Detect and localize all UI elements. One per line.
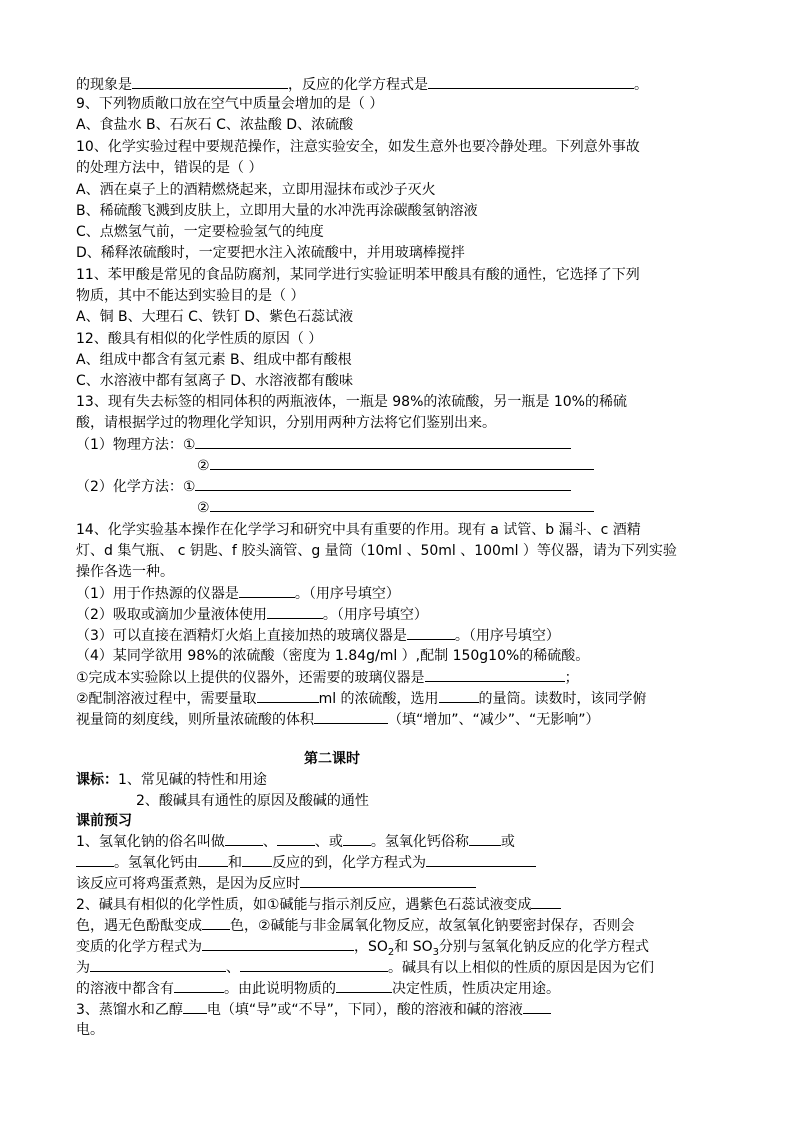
blank[interactable] xyxy=(439,688,479,703)
chemical-method-2: ② xyxy=(197,497,594,517)
blank[interactable] xyxy=(198,852,228,867)
physical-method-2: ② xyxy=(197,455,594,475)
preview-2-cont: 的溶液中都含有 。由此说明物质的 决定性质，性质决定用途。 xyxy=(76,978,560,998)
question-11: 11、苯甲酸是常见的食品防腐剂，某同学进行实验证明苯甲酸具有酸的通性，它选择了下列 xyxy=(76,267,640,283)
blank[interactable] xyxy=(202,936,354,951)
blank[interactable] xyxy=(240,957,388,972)
q14-part-4-i: ①完成本实验除以上提供的仪器外，还需要的玻璃仪器是 ； xyxy=(76,667,579,687)
blank[interactable] xyxy=(300,873,476,888)
preview-1-cont: 该反应可将鸡蛋煮熟，是因为反应时 xyxy=(76,873,476,893)
question-11-cont: 物质，其中不能达到实验目的是（ ） xyxy=(76,288,305,304)
blank[interactable] xyxy=(257,688,319,703)
question-14: 14、化学实验基本操作在化学学习和研究中具有重要的作用。现有 a 试管、b 漏斗、c 酒精 xyxy=(76,522,641,538)
preview-3: 3、蒸馏水和乙醇 电（填“导”或“不导”，下同），酸的溶液和碱的溶液 xyxy=(76,999,551,1019)
q14-part-4-iii: 视量筒的刻度线，则所量浓硫酸的体积 （填“增加”、“减少”、“无影响”） xyxy=(76,709,600,729)
question-14-cont: 操作各选一种。 xyxy=(76,564,174,580)
lesson-heading: 第二课时 xyxy=(304,751,360,767)
blank[interactable] xyxy=(90,957,226,972)
blank[interactable] xyxy=(523,999,551,1014)
curriculum-standard-1: 课标：1、常见碱的特性和用途 xyxy=(76,772,267,788)
answer-blank[interactable] xyxy=(210,497,594,512)
blank[interactable] xyxy=(277,831,315,846)
preview-2-cont: 变质的化学方程式为 ，$SO_2$和 $SO_3$分别与氢氧化钠反应的化学方程式 xyxy=(76,936,649,956)
question-11-options: A、铜 B、大理石 C、铁钉 D、紫色石蕊试液 xyxy=(76,309,354,325)
blank[interactable] xyxy=(425,667,565,682)
answer-blank[interactable] xyxy=(210,455,594,470)
preview-1: 1、氢氧化钠的俗名叫做 、 、或 。氢氧化钙俗称 或 xyxy=(76,831,515,851)
blank[interactable] xyxy=(242,852,272,867)
blank[interactable] xyxy=(407,625,455,640)
question-12-options-ab: A、组成中都含有氢元素 B、组成中都有酸根 xyxy=(76,352,352,368)
blank[interactable] xyxy=(183,999,207,1014)
question-13: 13、现有失去标签的相同体积的两瓶液体，一瓶是 98%的浓硫酸，另一瓶是 10%的稀硫 xyxy=(76,394,627,410)
preview-heading: 课前预习 xyxy=(76,813,132,829)
blank[interactable] xyxy=(225,831,263,846)
blank[interactable] xyxy=(531,894,561,909)
blank[interactable] xyxy=(314,709,388,724)
question-10: 10、化学实验过程中要规范操作，注意实验安全，如发生意外也要冷静处理。下列意外事故 xyxy=(76,139,640,155)
q14-part-2: （2）吸取或滴加少量液体使用 。（用序号填空） xyxy=(76,604,428,624)
blank[interactable] xyxy=(428,74,634,89)
blank[interactable] xyxy=(239,583,295,598)
blank[interactable] xyxy=(202,915,230,930)
blank[interactable] xyxy=(336,978,392,993)
question-9-options: A、食盐水 B、石灰石 C、浓盐酸 D、浓硫酸 xyxy=(76,117,354,133)
answer-blank[interactable] xyxy=(195,476,571,491)
question-13-cont: 酸，请根据学过的物理化学知识，分别用两种方法将它们鉴别出来。 xyxy=(76,415,496,431)
blank[interactable] xyxy=(132,74,288,89)
q14-part-4-ii: ②配制溶液过程中，需要量取 ml 的浓硫酸，选用 的量筒。读数时，该同学俯 xyxy=(76,688,647,708)
line-phenomenon: 的现象是 ，反应的化学方程式是 。 xyxy=(76,74,648,94)
question-14-cont: 灯、d 集气瓶、 c 钥匙、f 胶头滴管、g 量筒（10ml 、50ml 、100ml ）等仪器，请为下列实验 xyxy=(76,543,677,559)
blank[interactable] xyxy=(469,831,501,846)
option-c: C、点燃氢气前，一定要检验氢气的纯度 xyxy=(76,224,324,240)
q14-part-3: （3）可以直接在酒精灯火焰上直接加热的玻璃仪器是 。（用序号填空） xyxy=(76,625,560,645)
blank[interactable] xyxy=(174,978,224,993)
preview-1-cont: 。氢氧化钙由 和 反应的到，化学方程式为 xyxy=(76,852,536,872)
option-a: A、洒在桌子上的酒精燃烧起来，立即用湿抹布或沙子灭火 xyxy=(76,182,436,198)
blank[interactable] xyxy=(267,604,323,619)
blank[interactable] xyxy=(76,852,114,867)
preview-2: 2、碱具有相似的化学性质，如①碱能与指示剂反应，遇紫色石蕊试液变成 xyxy=(76,894,561,914)
option-b: B、稀硫酸飞溅到皮肤上，立即用大量的水冲洗再涂碳酸氢钠溶液 xyxy=(76,203,478,219)
physical-method-1: （1）物理方法：① xyxy=(76,434,571,454)
preview-3-cont: 电。 xyxy=(76,1022,104,1038)
option-d: D、稀释浓硫酸时，一定要把水注入浓硫酸中，并用玻璃棒搅拌 xyxy=(76,245,465,261)
blank[interactable] xyxy=(426,852,536,867)
q14-part-1: （1）用于作热源的仪器是 。（用序号填空） xyxy=(76,583,400,603)
answer-blank[interactable] xyxy=(195,434,571,449)
question-10-cont: 的处理方法中，错误的是（ ） xyxy=(76,160,263,176)
question-12-options-cd: C、水溶液中都有氢离子 D、水溶液都有酸味 xyxy=(76,373,354,389)
curriculum-standard-2: 2、酸碱具有通性的原因及酸碱的通性 xyxy=(136,793,369,809)
question-9: 9、下列物质敞口放在空气中质量会增加的是（ ） xyxy=(76,96,384,112)
q14-part-4: （4）某同学欲用 98%的浓硫酸（密度为 1.84g/ml ）,配制 150g10%的稀硫酸。 xyxy=(76,648,590,664)
question-12: 12、酸具有相似的化学性质的原因（ ） xyxy=(76,331,323,347)
blank[interactable] xyxy=(343,831,371,846)
chemical-method-1: （2）化学方法：① xyxy=(76,476,571,496)
preview-2-cont: 为 、 。碱具有以上相似的性质的原因是因为它们 xyxy=(76,957,654,977)
preview-2-cont: 色，遇无色酚酞变成 色，②碱能与非金属氧化物反应，故氢氧化钠要密封保存，否则会 xyxy=(76,915,635,935)
